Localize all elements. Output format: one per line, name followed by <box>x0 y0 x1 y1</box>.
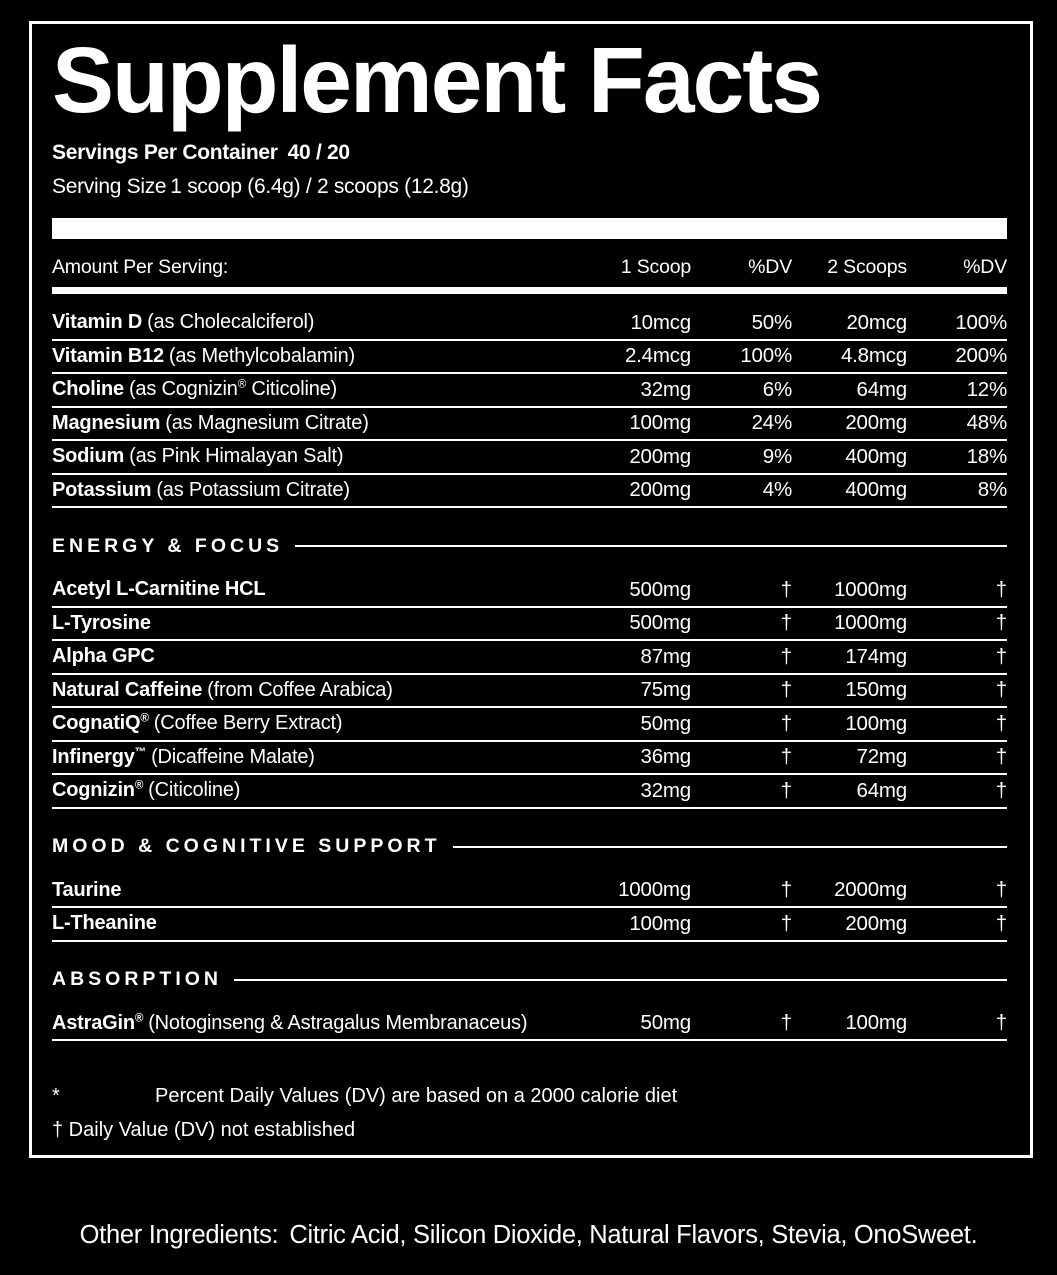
serving-size <box>52 175 1007 199</box>
table-row <box>52 875 1007 909</box>
ingredient-cell <box>52 679 579 702</box>
scoop1-dv: † <box>780 711 792 735</box>
ingredient-name: Choline <box>52 378 124 401</box>
scoop2-amount: 64mg <box>856 778 907 802</box>
scoop2-dv: † <box>995 611 1007 635</box>
ingredient-cell <box>52 412 579 435</box>
column-dv-2: %DV <box>963 255 1007 278</box>
scoop2-amount: 200mg <box>845 411 907 435</box>
table-row <box>52 475 1007 509</box>
scoop1-dv: † <box>780 644 792 668</box>
scoop2-amount: 100mg <box>845 1011 907 1035</box>
footnote-asterisk-symbol: * <box>52 1085 60 1107</box>
column-1-scoop: 1 Scoop <box>620 255 691 278</box>
ingredient-detail: (from Coffee Arabica) <box>207 678 393 701</box>
ingredient-name: Acetyl L-Carnitine HCL <box>52 578 266 601</box>
section-title: ABSORPTION <box>52 968 223 990</box>
scoop2-dv: † <box>995 678 1007 702</box>
scoop1-amount: 50mg <box>640 711 691 735</box>
ingredient-detail: (Coffee Berry Extract) <box>153 712 343 735</box>
scoop2-amount: 72mg <box>856 745 907 769</box>
scoop2-amount: 400mg <box>845 444 907 468</box>
section-header <box>52 533 1007 559</box>
ingredient-cell <box>52 1012 579 1035</box>
scoop2-amount: 400mg <box>845 478 907 502</box>
scoop1-amount: 100mg <box>629 411 691 435</box>
scoop2-amount: 64mg <box>856 377 907 401</box>
section-rows <box>52 307 1007 508</box>
section-rows <box>52 574 1007 809</box>
ingredient-detail: (as Pink Himalayan Salt) <box>129 445 344 468</box>
ingredient-name: Taurine <box>52 878 122 901</box>
section-header-rule <box>295 545 1007 547</box>
column-amount-per-serving: Amount Per Serving: <box>52 255 229 278</box>
scoop1-amount: 200mg <box>629 478 691 502</box>
scoop1-amount: 500mg <box>629 611 691 635</box>
column-dv-1: %DV <box>748 255 792 278</box>
scoop2-dv: † <box>995 778 1007 802</box>
ingredient-cell <box>52 645 579 668</box>
scoop2-amount: 200mg <box>845 911 907 935</box>
scoop2-dv: 8% <box>977 478 1007 502</box>
scoop2-dv: 48% <box>966 411 1007 435</box>
scoop1-dv: 100% <box>740 344 792 368</box>
section-header <box>52 834 1007 860</box>
ingredient-detail: (as Cognizin® Citicoline) <box>128 377 338 401</box>
scoop2-dv: † <box>995 711 1007 735</box>
scoop1-dv: 24% <box>751 411 792 435</box>
table-row <box>52 708 1007 742</box>
ingredient-name: Vitamin D <box>52 311 143 334</box>
scoop1-dv: 4% <box>762 478 792 502</box>
table-row <box>52 675 1007 709</box>
ingredient-detail: (as Methylcobalamin) <box>168 344 355 367</box>
scoop2-dv: † <box>995 911 1007 935</box>
table-row <box>52 374 1007 408</box>
table-row <box>52 341 1007 375</box>
ingredient-name: L-Theanine <box>52 912 157 935</box>
scoop2-dv: † <box>995 878 1007 902</box>
scoop1-dv: 6% <box>762 377 792 401</box>
scoop1-amount: 87mg <box>640 644 691 668</box>
footnote-daily-values <box>52 1083 1007 1109</box>
scoop2-amount: 150mg <box>845 678 907 702</box>
ingredient-name: CognatiQ® <box>52 711 149 735</box>
column-2-scoops: 2 Scoops <box>827 255 907 278</box>
table-section <box>52 533 1007 809</box>
section-header <box>52 967 1007 993</box>
ingredient-detail: (as Magnesium Citrate) <box>165 411 369 434</box>
table-section <box>52 834 1007 942</box>
serving-size-value: 1 scoop (6.4g) / 2 scoops (12.8g) <box>170 175 469 198</box>
ingredient-detail: (Dicaffeine Malate) <box>151 745 315 768</box>
scoop1-dv: † <box>780 878 792 902</box>
other-ingredients-value: Citric Acid, Silicon Dioxide, Natural Flavors, Stevia, OnoSweet. <box>289 1221 978 1249</box>
ingredient-detail: (as Potassium Citrate) <box>156 478 350 501</box>
ingredient-cell <box>52 879 579 902</box>
scoop1-amount: 75mg <box>640 678 691 702</box>
section-header-rule <box>234 979 1007 981</box>
ingredient-cell <box>52 479 579 502</box>
scoop1-amount: 500mg <box>629 577 691 601</box>
table-row <box>52 307 1007 341</box>
scoop2-dv: † <box>995 644 1007 668</box>
ingredient-detail: (as Cholecalciferol) <box>147 311 315 334</box>
supplement-facts-panel <box>29 21 1033 1158</box>
scoop2-amount: 174mg <box>845 644 907 668</box>
table-row <box>52 574 1007 608</box>
section-header-rule <box>453 846 1007 848</box>
footnote-dagger: † Daily Value (DV) not established <box>52 1119 356 1141</box>
section-title: ENERGY & FOCUS <box>52 534 284 557</box>
scoop2-dv: † <box>995 745 1007 769</box>
ingredient-detail: (Notoginseng & Astragalus Membranaceus) <box>148 1011 528 1034</box>
table-row <box>52 408 1007 442</box>
table-header-row <box>52 247 1007 287</box>
section-rows <box>52 875 1007 942</box>
divider-bar-thick <box>52 218 1007 239</box>
section-title: MOOD & COGNITIVE SUPPORT <box>52 835 441 857</box>
ingredient-name: Magnesium <box>52 411 161 434</box>
scoop1-dv: † <box>780 778 792 802</box>
scoop2-amount: 100mg <box>845 711 907 735</box>
ingredient-cell <box>52 746 579 769</box>
ingredient-name: Cognizin® <box>52 778 144 802</box>
serving-size-label: Serving Size <box>52 175 167 198</box>
scoop2-dv: † <box>995 577 1007 601</box>
scoop1-amount: 2.4mcg <box>624 344 691 368</box>
ingredient-cell <box>52 345 579 368</box>
table-row <box>52 641 1007 675</box>
ingredient-name: Vitamin B12 <box>52 344 164 367</box>
table-row <box>52 775 1007 809</box>
scoop1-dv: 50% <box>751 310 792 334</box>
scoop1-dv: † <box>780 611 792 635</box>
ingredient-cell <box>52 612 579 635</box>
scoop1-amount: 10mcg <box>630 310 691 334</box>
ingredient-cell <box>52 578 579 601</box>
scoop1-amount: 100mg <box>629 911 691 935</box>
ingredient-name: Infinergy™ <box>52 745 147 768</box>
table-sections <box>52 307 1007 1041</box>
scoop1-amount: 32mg <box>640 778 691 802</box>
table-row <box>52 908 1007 942</box>
scoop2-amount: 2000mg <box>834 878 907 902</box>
table-row <box>52 441 1007 475</box>
scoop1-dv: † <box>780 577 792 601</box>
table-row <box>52 742 1007 776</box>
scoop2-dv: 18% <box>966 444 1007 468</box>
other-ingredients <box>0 1221 1057 1250</box>
ingredient-name: AstraGin® <box>52 1011 144 1034</box>
scoop1-dv: 9% <box>762 444 792 468</box>
scoop1-dv: † <box>780 745 792 769</box>
table-section <box>52 967 1007 1042</box>
scoop2-dv: 12% <box>966 377 1007 401</box>
ingredient-cell <box>52 712 579 735</box>
scoop1-amount: 36mg <box>640 745 691 769</box>
ingredient-cell <box>52 311 579 334</box>
ingredient-name: Sodium <box>52 445 125 468</box>
scoop2-amount: 4.8mcg <box>840 344 907 368</box>
scoop2-amount: 20mcg <box>846 310 907 334</box>
scoop1-amount: 1000mg <box>618 878 691 902</box>
scoop2-amount: 1000mg <box>834 611 907 635</box>
ingredient-name: Alpha GPC <box>52 645 155 668</box>
servings-per-container <box>52 141 1007 165</box>
scoop2-dv: 100% <box>955 310 1007 334</box>
panel-title: Supplement Facts <box>52 28 821 132</box>
table-row <box>52 1008 1007 1042</box>
ingredient-cell <box>52 378 579 401</box>
ingredient-name: Natural Caffeine <box>52 678 203 701</box>
ingredient-name: L-Tyrosine <box>52 611 151 634</box>
servings-per-container-label: Servings Per Container <box>52 141 278 164</box>
scoop1-dv: † <box>780 1011 792 1035</box>
scoop1-dv: † <box>780 911 792 935</box>
ingredient-cell <box>52 779 579 802</box>
footnote-asterisk-text: Percent Daily Values (DV) are based on a 2000 calorie diet <box>155 1085 678 1107</box>
scoop1-amount: 50mg <box>640 1011 691 1035</box>
scoop2-amount: 1000mg <box>834 577 907 601</box>
table-section <box>52 307 1007 508</box>
scoop2-dv: 200% <box>955 344 1007 368</box>
ingredient-detail: (Citicoline) <box>148 779 241 802</box>
other-ingredients-label: Other Ingredients: <box>79 1221 279 1249</box>
ingredient-cell <box>52 445 579 468</box>
divider-bar-thin <box>52 287 1007 294</box>
ingredient-cell <box>52 912 579 935</box>
scoop1-dv: † <box>780 678 792 702</box>
section-rows <box>52 1008 1007 1042</box>
scoop1-amount: 200mg <box>629 444 691 468</box>
scoop1-amount: 32mg <box>640 377 691 401</box>
table-row <box>52 608 1007 642</box>
ingredient-name: Potassium <box>52 478 152 501</box>
scoop2-dv: † <box>995 1011 1007 1035</box>
servings-per-container-value: 40 / 20 <box>287 141 350 164</box>
